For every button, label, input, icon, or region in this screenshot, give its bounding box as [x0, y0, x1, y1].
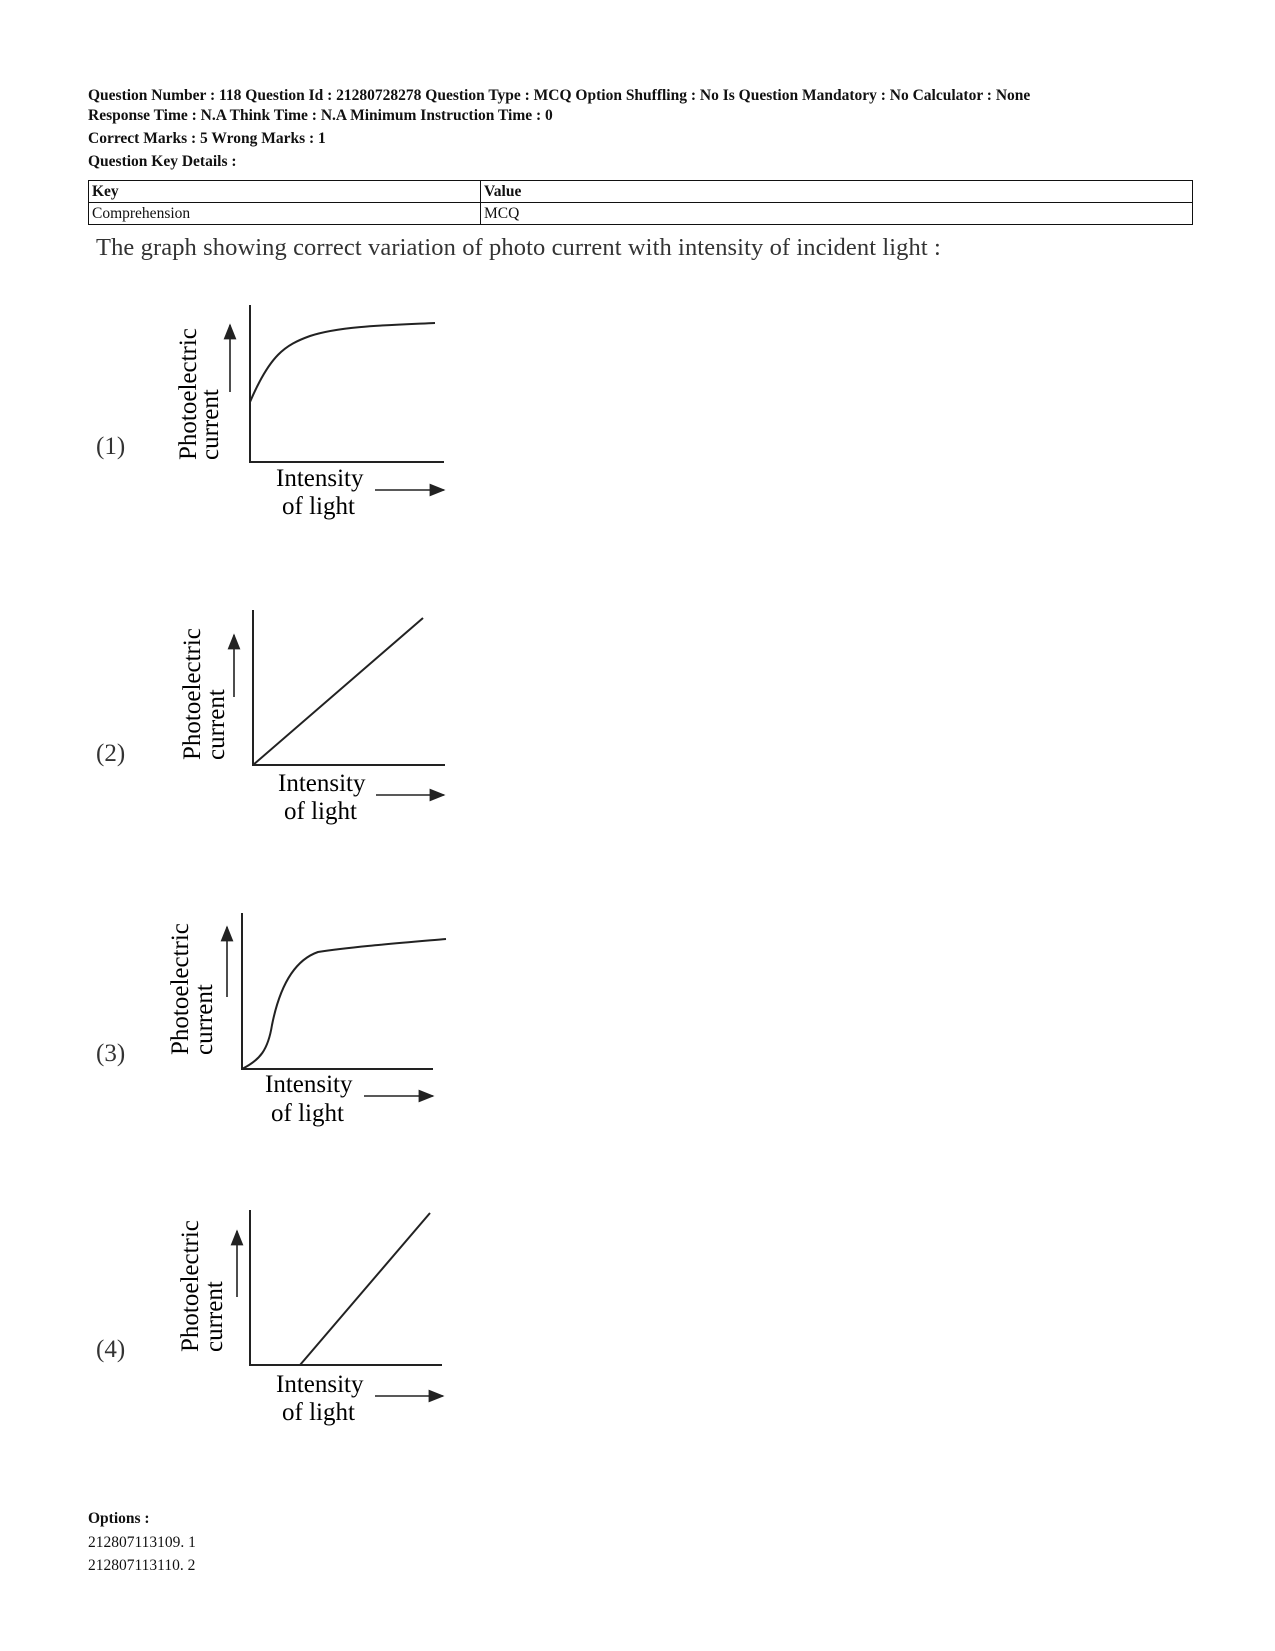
graph-1: [160, 300, 460, 530]
graph-1-number: (1): [96, 433, 126, 460]
graph-2-number: (2): [96, 740, 126, 767]
key-details-label: Question Key Details :: [88, 153, 237, 170]
graph-2-x-label-line2: of light: [284, 798, 357, 825]
graph-4-number: (4): [96, 1336, 126, 1363]
graph-2-curve: [253, 618, 423, 765]
marks-line: Correct Marks : 5 Wrong Marks : 1: [88, 130, 326, 147]
graph-3-y-label-line1: Photoelectric: [167, 923, 194, 1055]
graph-1-x-label-line1: Intensity: [276, 465, 364, 492]
graph-4-x-label-line1: Intensity: [276, 1371, 364, 1398]
graph-2-axes: [253, 610, 445, 765]
table-header-row: [89, 181, 1193, 203]
graph-4-x-label-line2: of light: [282, 1399, 355, 1426]
graph-4: [160, 1205, 460, 1435]
option-2[interactable]: 212807113110. 2: [88, 1557, 196, 1574]
graph-4-curve: [300, 1213, 430, 1365]
graph-3-x-label-line1: Intensity: [265, 1071, 353, 1098]
graph-2-y-label-line2: current: [203, 689, 230, 760]
graph-3-y-label-line2: current: [191, 984, 218, 1055]
graph-1-x-label-line2: of light: [282, 493, 355, 520]
table-header-value: Value: [481, 181, 1193, 203]
graph-2-x-label-line1: Intensity: [278, 770, 366, 797]
table-cell-key: Comprehension: [89, 203, 481, 225]
graph-1-y-label-line1: Photoelectric: [175, 328, 202, 460]
graph-3-axes: [242, 913, 433, 1069]
graph-3-x-label-line2: of light: [271, 1100, 344, 1127]
graph-1-y-label-line2: current: [197, 389, 224, 460]
table-row: [89, 203, 1193, 225]
question-text: The graph showing correct variation of photo current with intensity of incident light :: [96, 234, 941, 261]
graph-2: [160, 605, 460, 835]
graph-1-curve: [250, 323, 435, 402]
option-1[interactable]: 212807113109. 1: [88, 1534, 196, 1551]
graph-3-number: (3): [96, 1040, 126, 1067]
graph-4-y-label-line2: current: [201, 1281, 228, 1352]
graph-3-curve: [242, 939, 446, 1069]
table-cell-value: MCQ: [481, 203, 1193, 225]
key-details-table: [88, 180, 1193, 225]
table-header-key: Key: [89, 181, 481, 203]
graph-3: [160, 905, 460, 1135]
options-label: Options :: [88, 1510, 150, 1527]
graph-2-y-label-line1: Photoelectric: [179, 628, 206, 760]
question-meta-line: Question Number : 118 Question Id : 21280728278 Question Type : MCQ Option Shuffling : No Is Question Mandatory : No Calculator : None: [88, 87, 1031, 104]
graph-4-y-label-line1: Photoelectric: [177, 1220, 204, 1352]
timing-meta-line: Response Time : N.A Think Time : N.A Minimum Instruction Time : 0: [88, 107, 553, 124]
